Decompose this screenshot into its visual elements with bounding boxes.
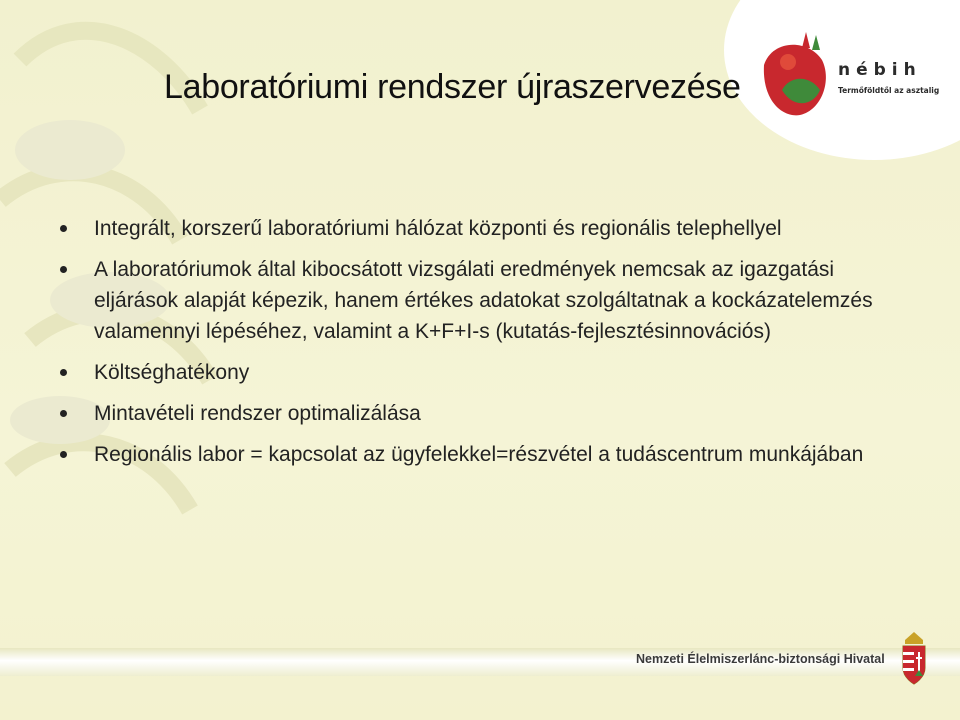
bullet-list	[60, 213, 880, 480]
bullet-item	[60, 398, 880, 429]
bullet-dot-icon	[60, 451, 67, 458]
bullet-item	[60, 254, 880, 347]
bullet-dot-icon	[60, 410, 67, 417]
bullet-dot-icon	[60, 225, 67, 232]
bullet-text: A laboratóriumok által kibocsátott vizsgálati eredmények nemcsak az igazgatási eljárások alapját képezik, hanem értékes adatokat szolgáltatnak a kockázatelemzés valamennyi lépéséhez, valamint a K+F+I-s (kutatás-fejlesztésinnovációs)	[94, 258, 873, 343]
bullet-text: Mintavételi rendszer optimalizálása	[94, 402, 421, 425]
hungarian-coat-of-arms-icon	[899, 630, 929, 686]
bullet-text: Költséghatékony	[94, 361, 250, 384]
footer-organization: Nemzeti Élelmiszerlánc-biztonsági Hivatal	[636, 652, 885, 666]
logo-wordmark: nébih	[838, 60, 922, 80]
bullet-text: Regionális labor = kapcsolat az ügyfelekkel=részvétel a tudáscentrum munkájában	[94, 443, 864, 466]
bullet-dot-icon	[60, 266, 67, 273]
bullet-item	[60, 357, 880, 388]
nebih-logo-emblem	[752, 30, 952, 130]
bullet-text: Integrált, korszerű laboratóriumi hálózat központi és regionális telephellyel	[94, 217, 782, 240]
logo-tagline: Termőföldtől az asztalig	[838, 86, 940, 95]
bullet-item	[60, 439, 880, 470]
bullet-item	[60, 213, 880, 244]
slide-title: Laboratóriumi rendszer újraszervezése	[164, 68, 741, 106]
bullet-dot-icon	[60, 369, 67, 376]
